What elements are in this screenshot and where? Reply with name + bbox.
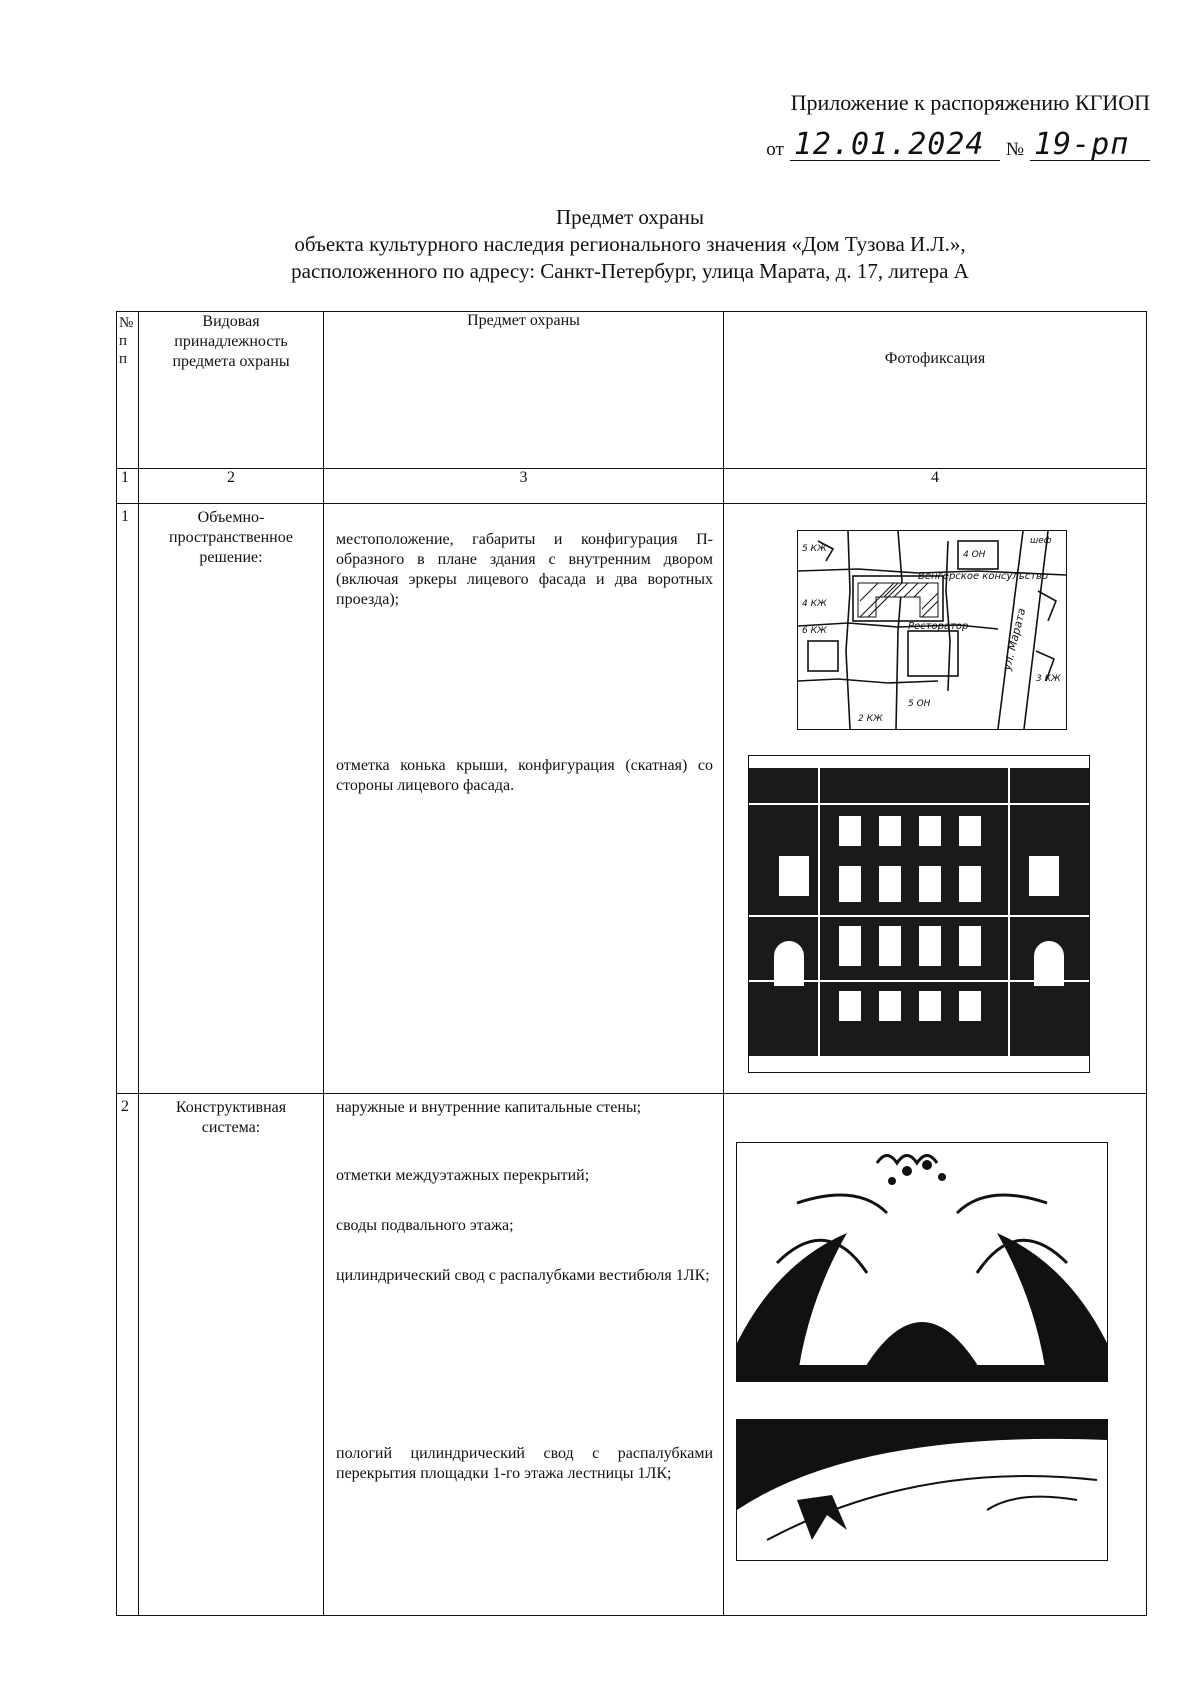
- row-photos: [724, 1094, 1147, 1616]
- row-number: 2: [117, 1094, 139, 1616]
- row-number: 1: [117, 504, 139, 1094]
- table-row: [117, 1094, 1147, 1616]
- title-line-1: Предмет охраны: [555, 205, 705, 229]
- order-reference: [730, 88, 1150, 161]
- map-label-street: ул. Марата: [1000, 606, 1029, 672]
- map-label: 3 КЖ: [1036, 674, 1061, 684]
- vestibule-vault-photo: [736, 1142, 1108, 1382]
- row-photos: [724, 504, 1147, 1094]
- handwritten-number: 19-рп: [1030, 130, 1150, 161]
- table-row: [117, 504, 1147, 1094]
- column-number-row: [117, 469, 1147, 504]
- map-label: 4 ОН: [963, 550, 986, 560]
- subject-item: пологий цилиндрический свод с распалубками перекрытия площадки 1-го этажа лестницы 1ЛК;: [336, 1445, 713, 1482]
- header-photo: Фотофиксация: [724, 312, 1147, 469]
- header-subject: Предмет охраны: [324, 312, 724, 469]
- subject-item: отметки междуэтажных перекрытий;: [336, 1167, 590, 1184]
- subject-item: отметка конька крыши, конфигурация (скатная) со стороны лицевого фасада.: [336, 757, 713, 794]
- number-label: №: [1005, 139, 1024, 160]
- map-drawing: [798, 531, 1066, 729]
- map-label: шеф: [1030, 536, 1052, 546]
- protection-subject-table: [116, 311, 1147, 1616]
- document-title: [110, 204, 1150, 285]
- subject-item: своды подвального этажа;: [336, 1217, 514, 1234]
- subject-item: местоположение, габариты и конфигурация П-образного в плане здания с внутренним двором (включая эркеры лицевого фасада и два воротных проезда);: [336, 531, 713, 608]
- appendix-title: Приложение к распоряжению КГИОП: [790, 90, 1150, 115]
- subject-item: цилиндрический свод с распалубками вестибюля 1ЛК;: [336, 1267, 710, 1284]
- map-label-consulate: Венгерское консульство: [918, 571, 1049, 582]
- header-num: № п п: [117, 312, 139, 469]
- table-header-row: [117, 312, 1147, 469]
- staircase-drawing: [737, 1420, 1107, 1560]
- vault-drawing: [737, 1143, 1107, 1381]
- handwritten-date: 12.01.2024: [790, 130, 1000, 161]
- map-label: 6 КЖ: [802, 626, 827, 636]
- map-label-restaurant: Ресторатор: [908, 621, 969, 632]
- map-label: 5 КЖ: [802, 544, 827, 554]
- map-label: 5 ОН: [908, 699, 931, 709]
- map-label: 4 КЖ: [802, 599, 827, 609]
- column-number: 2: [139, 469, 324, 504]
- facade-photo: [748, 755, 1090, 1073]
- column-number: 3: [324, 469, 724, 504]
- column-number: 4: [724, 469, 1147, 504]
- header-type: Видовая принадлежность предмета охраны: [139, 312, 324, 469]
- hatched-plot: [858, 583, 938, 617]
- order-line: [730, 127, 1150, 162]
- staircase-vault-photo: [736, 1419, 1108, 1561]
- row-subject: [324, 1094, 724, 1616]
- column-number: 1: [117, 469, 139, 504]
- map-label: 2 КЖ: [858, 714, 883, 724]
- row-type: Объемно-пространственное решение:: [139, 504, 324, 1094]
- row-subject: [324, 504, 724, 1094]
- row-type: Конструктивная система:: [139, 1094, 324, 1616]
- facade-drawing: [749, 756, 1089, 1072]
- title-line-3: расположенного по адресу: Санкт-Петербург, улица Марата, д. 17, литера А: [291, 259, 969, 283]
- cadastral-map-image: [797, 530, 1067, 730]
- subject-item: наружные и внутренние капитальные стены;: [336, 1099, 642, 1116]
- title-line-2: объекта культурного наследия регионального значения «Дом Тузова И.Л.»,: [294, 232, 966, 256]
- from-label: от: [766, 139, 784, 160]
